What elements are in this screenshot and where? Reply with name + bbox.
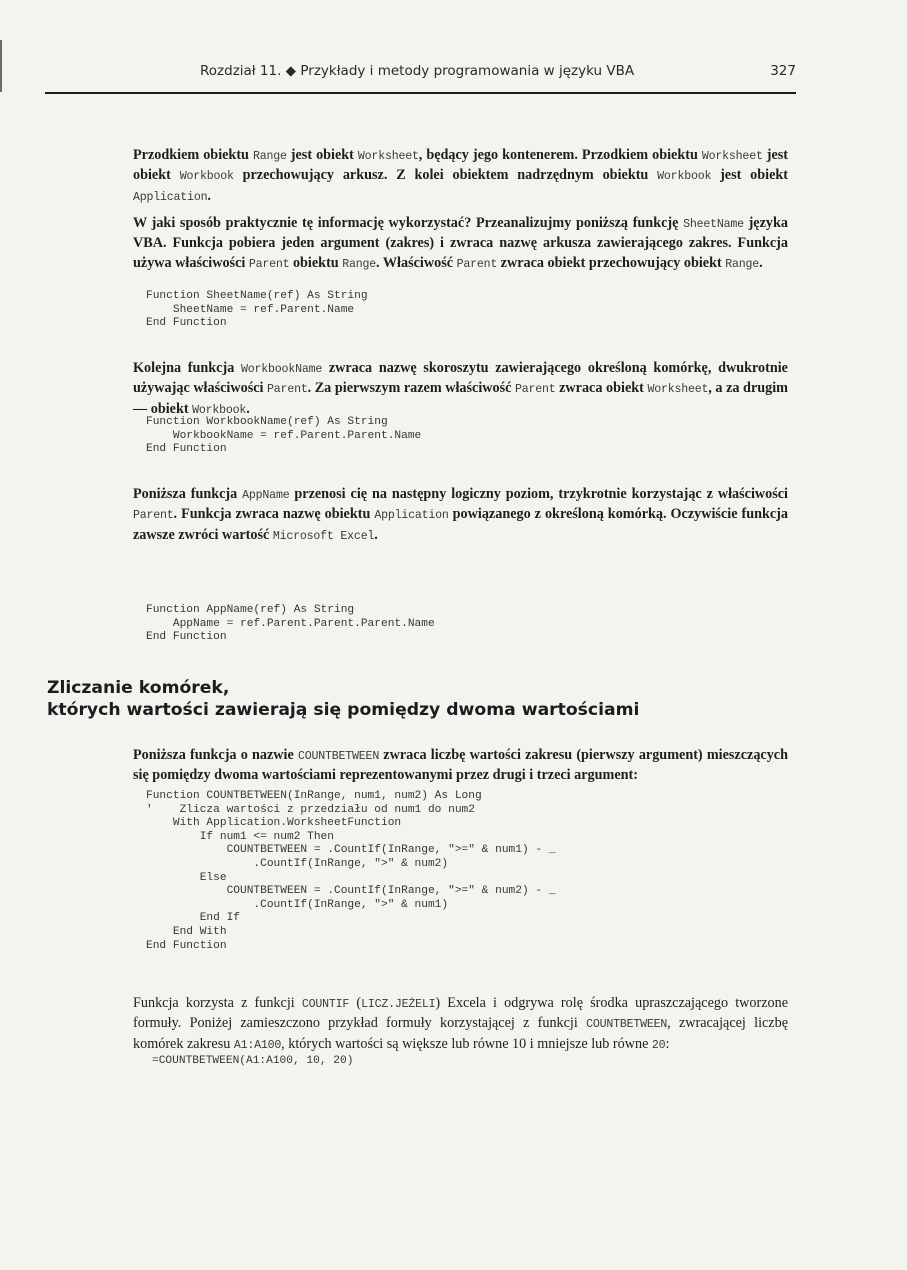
section-heading-line-1: Zliczanie komórek, bbox=[47, 678, 230, 698]
code-term: Parent bbox=[248, 257, 290, 271]
code-block: Function WorkbookName(ref) As String WorkbookName = ref.Parent.Parent.Name End Function bbox=[146, 416, 422, 456]
text-run: Poniższa funkcja o nazwie bbox=[133, 747, 298, 764]
code-term: Parent bbox=[267, 383, 308, 397]
binding-edge-mark bbox=[0, 40, 2, 92]
code-term: Application bbox=[374, 509, 449, 523]
text-run: W jaki sposób praktycznie tę informację wykorzystać? Przeanalizujmy poniższą funkcję bbox=[133, 215, 684, 232]
code-block: =COUNTBETWEEN(A1:A100, 10, 20) bbox=[152, 1055, 354, 1067]
section-heading bbox=[47, 677, 807, 721]
code-block: Function COUNTBETWEEN(InRange, num1, num2) As Long ' Zlicza wartości z przedziału od num1 do num2 With Application.WorksheetFunction If num1 <= num2 Then COUNTBETWEEN = .CountIf(InRange, ">=" & num1) - _ .CountIf(InRange, ">" & num2) Else COUNTBETWEEN = .CountIf(InRange, ">=" & num2) - _ .CountIf(InRange, ">" & num1) End If End With End Function bbox=[146, 790, 556, 952]
code-term: Parent bbox=[515, 383, 556, 397]
code-term: AppName bbox=[242, 489, 290, 503]
text-run: . Za pierwszym razem właściwość bbox=[307, 380, 515, 397]
code-term: LICZ.JEŻELI bbox=[361, 998, 436, 1012]
code-term: Microsoft Excel bbox=[272, 529, 375, 543]
header-rule bbox=[45, 92, 796, 94]
code-term: SheetName bbox=[683, 218, 744, 232]
text-run: . bbox=[759, 254, 763, 271]
code-term: Range bbox=[252, 150, 287, 164]
text-run: zwraca nazwę skoroszytu zawierającego określoną komórkę, dwukrotnie używając właściwości bbox=[133, 360, 788, 397]
text-run: : bbox=[665, 1035, 670, 1052]
text-run: , zwracającej liczbę komórek zakresu bbox=[133, 1015, 788, 1052]
text-run: , których wartości są większe lub równe 10 i mniejsze lub równe bbox=[281, 1035, 652, 1052]
code-term: Application bbox=[133, 190, 208, 204]
text-run: . bbox=[374, 526, 378, 543]
text-run: jest obiekt bbox=[286, 147, 358, 164]
text-run: Przodkiem obiektu bbox=[133, 147, 253, 164]
code-term: Worksheet bbox=[357, 150, 419, 164]
text-run: jest obiekt bbox=[133, 147, 789, 184]
code-term: Worksheet bbox=[647, 383, 709, 397]
text-run: . bbox=[207, 187, 211, 204]
text-run: przenosi cię na następny logiczny poziom, trzykrotnie korzystając z właściwości bbox=[289, 486, 788, 503]
code-term: Workbook bbox=[192, 403, 247, 417]
paragraph bbox=[133, 214, 788, 274]
code-term: 20 bbox=[651, 1038, 666, 1052]
text-run: . Właściwość bbox=[376, 254, 457, 271]
code-term: Parent bbox=[133, 509, 174, 523]
code-term: Workbook bbox=[179, 170, 234, 184]
text-run: obiektu bbox=[289, 254, 343, 271]
code-term: Worksheet bbox=[701, 150, 763, 164]
code-term: Parent bbox=[456, 257, 498, 271]
text-run: przechowujący arkusz. Z kolei obiektem nadrzędnym obiektu bbox=[233, 167, 658, 184]
section-heading-line-2: których wartości zawierają się pomiędzy dwoma wartościami bbox=[47, 700, 640, 720]
code-term: Range bbox=[725, 257, 760, 271]
text-run: języka VBA. Funkcja pobiera jeden argument (zakres) i zwraca nazwę arkusza zawierającego zakres. Funkcja używa właściwości bbox=[133, 215, 788, 271]
text-run: ) Excela i odgrywa rolę środka upraszczającego tworzone formuły. Poniżej zamieszczono przykład formuły korzystającej z funkcji bbox=[133, 995, 788, 1032]
code-term: Range bbox=[342, 257, 377, 271]
code-term: COUNTBETWEEN bbox=[586, 1018, 668, 1032]
text-run: . bbox=[246, 400, 250, 417]
code-term: COUNTIF bbox=[301, 998, 350, 1012]
code-block: Function SheetName(ref) As String SheetName = ref.Parent.Name End Function bbox=[146, 290, 368, 330]
code-term: Workbook bbox=[657, 170, 712, 184]
text-run: powiązanego z określoną komórką. Oczywiście funkcja zawsze zwróci wartość bbox=[133, 506, 788, 543]
paragraph bbox=[133, 485, 788, 546]
paragraph bbox=[133, 994, 788, 1055]
text-run: Kolejna funkcja bbox=[133, 360, 242, 377]
text-run: , a za drugim — obiekt bbox=[133, 380, 788, 417]
text-run: zwraca obiekt bbox=[555, 380, 648, 397]
code-block: Function AppName(ref) As String AppName = ref.Parent.Parent.Parent.Name End Function bbox=[146, 604, 435, 644]
text-run: zwraca obiekt przechowujący obiekt bbox=[497, 254, 726, 271]
code-term: COUNTBETWEEN bbox=[297, 750, 380, 764]
text-run: ( bbox=[349, 995, 362, 1012]
text-run: zwraca liczbę wartości zakresu (pierwszy argument) mieszczących się pomiędzy dwoma wartościami reprezentowanymi przez drugi i trzeci argument: bbox=[133, 747, 788, 784]
text-run: , będący jego kontenerem. Przodkiem obiektu bbox=[418, 147, 702, 164]
code-term: WorkbookName bbox=[241, 363, 323, 377]
text-run: Poniższa funkcja bbox=[133, 486, 243, 503]
page-number: 327 bbox=[770, 63, 796, 79]
text-run: Funkcja korzysta z funkcji bbox=[133, 995, 302, 1012]
text-run: . Funkcja zwraca nazwę obiektu bbox=[173, 506, 375, 523]
paragraph bbox=[133, 359, 788, 420]
paragraph bbox=[133, 746, 788, 785]
running-header-title: Rozdział 11. ◆ Przykłady i metody programowania w języku VBA bbox=[200, 63, 635, 79]
text-run: jest obiekt bbox=[711, 167, 789, 184]
paragraph bbox=[133, 146, 788, 207]
code-term: A1:A100 bbox=[233, 1038, 282, 1052]
